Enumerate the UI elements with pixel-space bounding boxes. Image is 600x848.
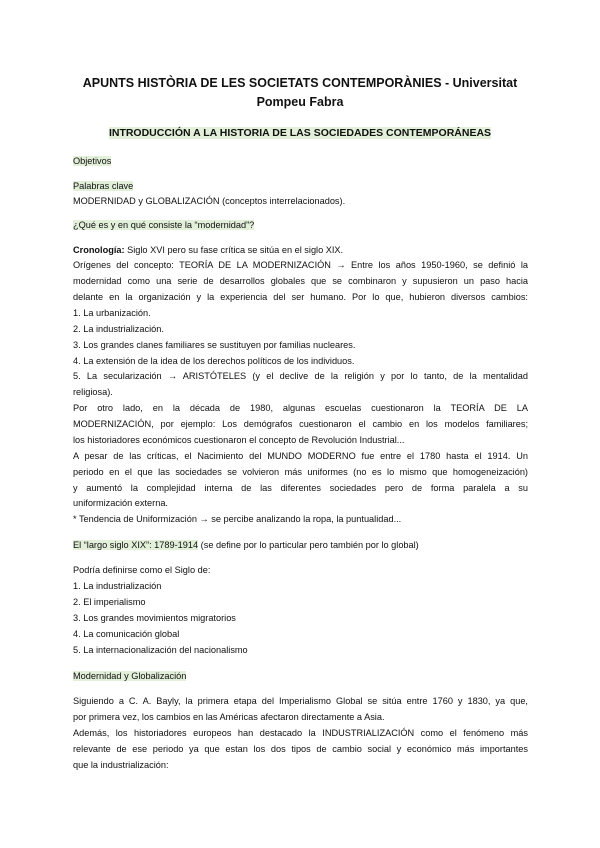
paragraph-line: por primera vez, los cambios en las Américas afectaron directamente a Asia.: [73, 712, 385, 722]
objetivos-heading: Objetivos: [73, 156, 112, 166]
subtitle-text: INTRODUCCIÓN A LA HISTORIA DE LAS SOCIEDADES CONTEMPORÁNEAS: [108, 127, 492, 139]
paragraph-line: Siguiendo a C. A. Bayly, la primera etapa del Imperialismo Global se sitúa entre 1760 y 1830, ya que,: [73, 696, 528, 706]
list-item: 3. Los grandes movimientos migratorios: [73, 613, 236, 623]
list-item: 5. La secularización → ARISTÓTELES (y el declive de la religión y por lo tanto, de la mentalidad: [73, 371, 528, 381]
modernidad-question: ¿Qué es y en qué consiste la “modernidad”?: [73, 220, 255, 230]
cronologia-label: Cronología:: [73, 245, 125, 255]
podria-text: Podría definirse como el Siglo de:: [73, 565, 211, 575]
modernidad-globalizacion-heading: Modernidad y Globalización: [73, 671, 187, 681]
largo-siglo-heading-rest: (se define por lo particular pero también por lo global): [198, 540, 419, 550]
paragraph-line: Por otro lado, en la década de 1980, algunas escuelas cuestionaron la TEORÍA DE LA: [73, 403, 528, 413]
paragraph-line: Además, los historiadores europeos han destacado la INDUSTRIALIZACIÓN como el fenómeno más: [73, 728, 528, 738]
title-line-1: APUNTS HISTÒRIA DE LES SOCIETATS CONTEMPORÀNIES - Universitat: [82, 76, 518, 90]
document-subtitle: [60, 126, 540, 140]
list-item: 2. La industrialización.: [73, 324, 164, 334]
document-title: [60, 74, 540, 112]
section-modernidad-globalizacion: [73, 670, 186, 682]
list-item: religiosa).: [73, 387, 113, 397]
paragraph-line: que la industrialización:: [73, 760, 169, 770]
tendencia-note: * Tendencia de Uniformización → se percibe analizando la ropa, la puntualidad...: [73, 514, 402, 524]
paragraph-line: delante en la organización y la experiencia del ser humano. Por lo que, hubieron diversos cambios:: [73, 292, 528, 302]
section-objetivos: [73, 155, 111, 167]
section-largo-siglo: [73, 539, 419, 551]
palabras-clave-text: MODERNIDAD y GLOBALIZACIÓN (conceptos interrelacionados).: [73, 196, 346, 206]
paragraph-line: los historiadores económicos cuestionaron el concepto de Revolución Industrial...: [73, 435, 405, 445]
paragraph-line: uniformización externa.: [73, 498, 168, 508]
list-item: 1. La industrialización: [73, 581, 162, 591]
palabras-clave-heading: Palabras clave: [73, 181, 134, 191]
list-item: 5. La internacionalización del nacionalismo: [73, 645, 248, 655]
paragraph-line: relevante de ese periodo ya que estan los dos tipos de cambio social y económico más importantes: [73, 744, 528, 754]
title-line-2: Pompeu Fabra: [256, 95, 344, 109]
paragraph-line: modernidad como una serie de desarrollos globales que se combinaron y supusieron un paso hacia: [73, 276, 528, 286]
largo-siglo-heading: El “largo siglo XIX”: 1789-1914: [73, 540, 199, 550]
cronologia-line: [73, 244, 343, 256]
paragraph-line: MODERNIZACIÓN, por ejemplo: Los demógrafos cuestionaron el cambio en los modelos familiares;: [73, 419, 528, 429]
list-item: 1. La urbanización.: [73, 308, 151, 318]
list-item: 4. La extensión de la idea de los derechos políticos de los individuos.: [73, 356, 355, 366]
paragraph-line: A pesar de las críticas, el Nacimiento del MUNDO MODERNO fue entre el 1780 hasta el 1914. Un: [73, 451, 528, 461]
list-item: 3. Los grandes clanes familiares se sustituyen por familias nucleares.: [73, 340, 356, 350]
section-modernidad-question: [73, 219, 254, 231]
paragraph-line: Orígenes del concepto: TEORÍA DE LA MODERNIZACIÓN → Entre los años 1950-1960, se definió la: [73, 260, 528, 270]
list-item: 4. La comunicación global: [73, 629, 180, 639]
paragraph-line: y aumentó la complejidad interna de las diferentes sociedades pero de forma paralela a su: [73, 483, 528, 493]
section-palabras-clave: [73, 180, 133, 192]
cronologia-text: Siglo XVI pero su fase crítica se sitúa en el siglo XIX.: [124, 245, 344, 255]
list-item: 2. El imperialismo: [73, 597, 146, 607]
paragraph-line: periodo en el que las sociedades se volvieron más uniformes (no es lo mismo que homogeneización): [73, 467, 528, 477]
